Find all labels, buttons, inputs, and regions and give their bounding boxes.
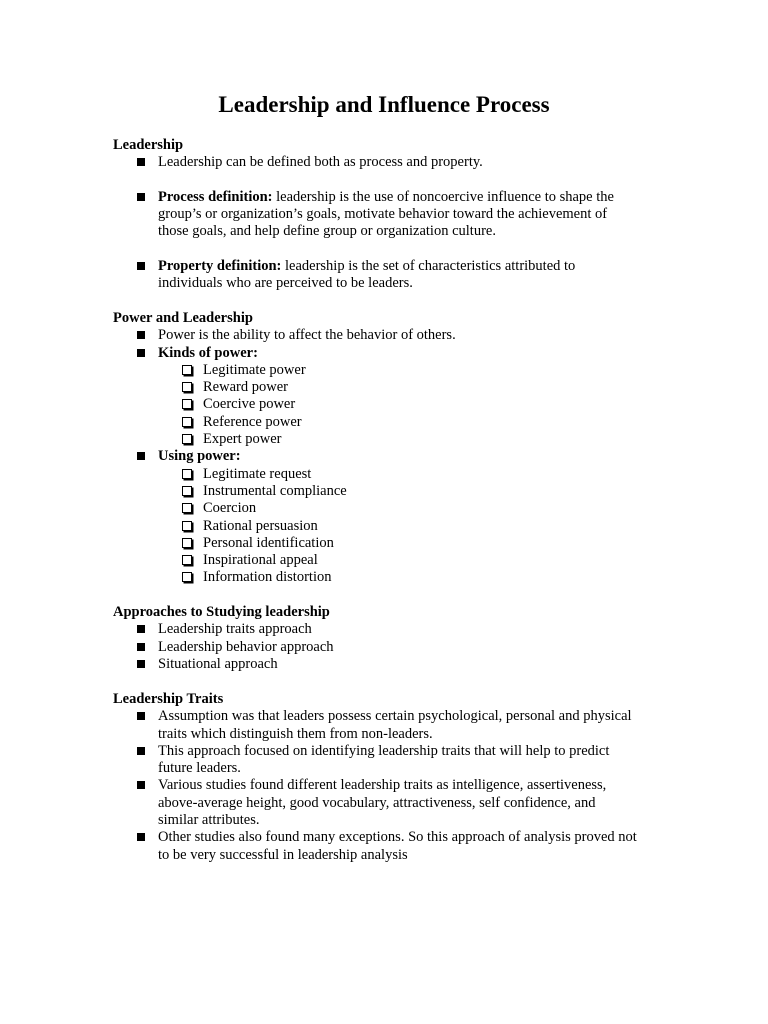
checkbox-bullet-icon [182, 399, 192, 409]
square-bullet-icon [137, 452, 145, 460]
square-bullet-icon [137, 158, 145, 166]
checkbox-list-kinds [159, 362, 673, 448]
list-item: Coercion [159, 500, 673, 517]
square-bullet-icon [137, 747, 145, 755]
square-bullet-icon [137, 781, 145, 789]
section-leadership [113, 137, 673, 293]
list-item: Instrumental compliance [159, 483, 673, 500]
checkbox-bullet-icon [182, 469, 192, 479]
checkbox-bullet-icon [182, 434, 192, 444]
square-bullet-icon [137, 643, 145, 651]
square-bullet-icon [137, 262, 145, 270]
bullet-list [113, 327, 673, 362]
list-item: Reward power [159, 379, 673, 396]
checkbox-bullet-icon [182, 503, 192, 513]
section-traits [113, 691, 673, 864]
list-item-text: leadership is the set of characteristics attributed to individuals who are perceived to be leaders. [158, 258, 576, 292]
checkbox-bullet-icon [182, 538, 192, 548]
square-bullet-icon [137, 712, 145, 720]
list-item: Various studies found different leadership traits as intelligence, assertiveness, above-average height, good vocabulary, attractiveness, self confidence, and similar attributes. [113, 777, 633, 829]
section-heading: Approaches to Studying leadership [113, 604, 330, 620]
list-item: Legitimate power [159, 362, 673, 379]
list-item-label: Using power: [158, 448, 241, 465]
list-item-text: leadership is the use of noncoercive influence to shape the group’s or organization’s goals, motivate behavior toward the achievement of those goals, and help define group or organization culture. [158, 188, 614, 240]
list-item: Personal identification [159, 535, 673, 552]
list-item: Assumption was that leaders possess certain psychological, personal and physical traits which distinguish them from non-leaders. [113, 708, 658, 743]
list-item [113, 258, 628, 293]
list-item: Other studies also found many exceptions. So this approach of analysis proved not to be very successful in leadership analysis [113, 829, 643, 864]
checkbox-bullet-icon [182, 486, 192, 496]
bullet-list [113, 448, 673, 465]
list-item: Leadership traits approach [113, 621, 673, 638]
list-item [113, 448, 673, 465]
checkbox-bullet-icon [182, 521, 192, 531]
list-item [113, 345, 673, 362]
checkbox-bullet-icon [182, 365, 192, 375]
list-item: Inspirational appeal [159, 552, 673, 569]
square-bullet-icon [137, 660, 145, 668]
square-bullet-icon [137, 331, 145, 339]
checkbox-list-using [159, 466, 673, 587]
section-heading: Leadership Traits [113, 691, 224, 707]
section-approaches [113, 604, 673, 673]
list-item: Legitimate request [159, 466, 673, 483]
bullet-list [113, 708, 673, 864]
list-item-label: Process definition: [158, 188, 273, 205]
list-item: Information distortion [159, 569, 673, 586]
square-bullet-icon [137, 625, 145, 633]
list-item: Expert power [159, 431, 673, 448]
list-item: Reference power [159, 414, 673, 431]
bullet-list [113, 621, 673, 673]
checkbox-bullet-icon [182, 572, 192, 582]
list-item-text: Leadership can be defined both as process and property. [158, 154, 483, 171]
checkbox-bullet-icon [182, 555, 192, 565]
list-item: Leadership behavior approach [113, 639, 673, 656]
section-power [113, 310, 673, 587]
list-item: Coercive power [159, 396, 673, 413]
list-item: Rational persuasion [159, 518, 673, 535]
list-item: Situational approach [113, 656, 673, 673]
checkbox-bullet-icon [182, 417, 192, 427]
section-heading: Leadership [113, 137, 184, 153]
list-item [113, 189, 638, 241]
checkbox-bullet-icon [182, 382, 192, 392]
list-item-text: Power is the ability to affect the behavior of others. [158, 327, 456, 344]
list-item [113, 327, 673, 344]
list-item-label: Property definition: [158, 258, 282, 275]
list-item [113, 154, 673, 171]
square-bullet-icon [137, 833, 145, 841]
document-title: Leadership and Influence Process [218, 92, 550, 117]
list-item-label: Kinds of power: [158, 344, 258, 361]
bullet-list [113, 154, 673, 292]
square-bullet-icon [137, 349, 145, 357]
square-bullet-icon [137, 193, 145, 201]
list-item: This approach focused on identifying leadership traits that will help to predict future leaders. [113, 743, 618, 778]
section-heading: Power and Leadership [113, 310, 253, 326]
